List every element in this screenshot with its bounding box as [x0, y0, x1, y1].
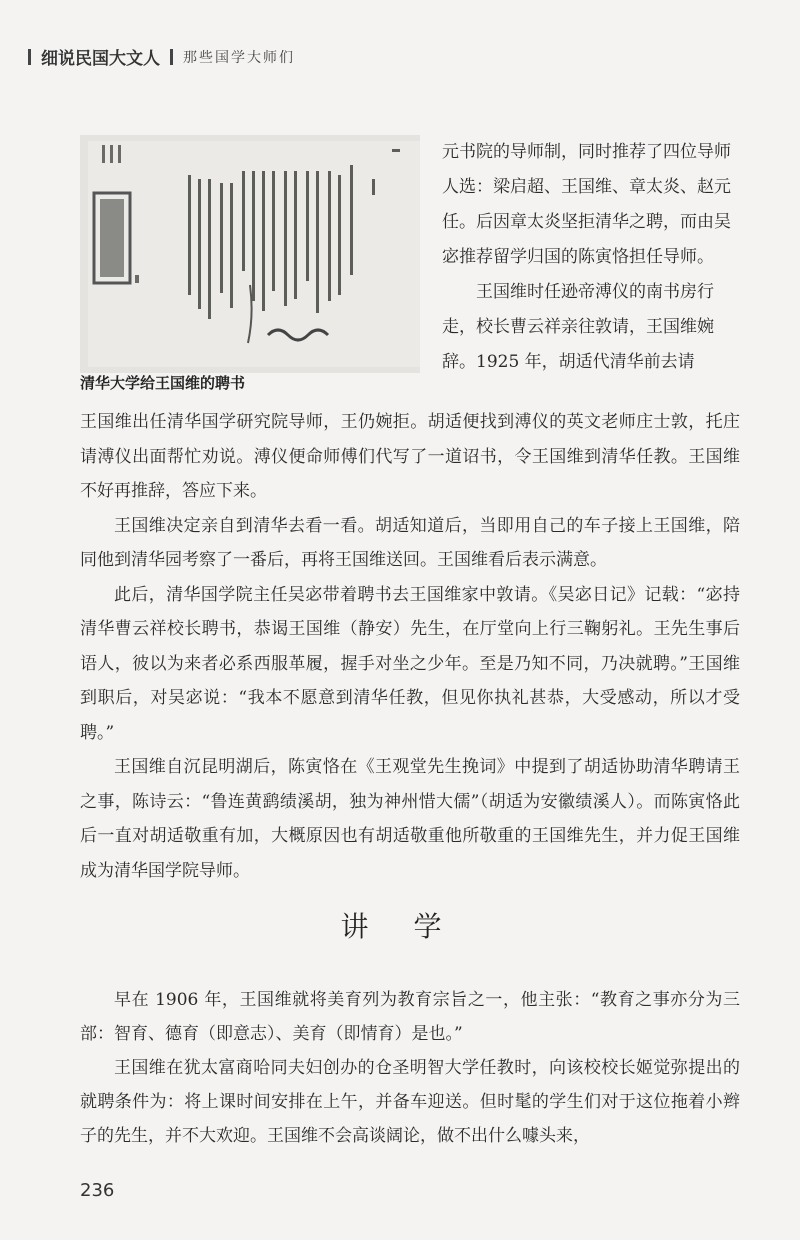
book-title: 细说民国大文人 [41, 49, 160, 69]
paragraph: 王国维决定亲自到清华去看一看。胡适知道后，当即用自己的车子接上王国维，陪同他到清华园考察了一番后，再将王国维送回。王国维看后表示满意。 [80, 515, 740, 570]
section-heading: 讲 学 [340, 910, 460, 943]
side-paragraph: 元书院的导师制，同时推荐了四位导师人选：梁启超、王国维、章太炎、赵元任。后因章太炎坚拒清华之聘，而由吴宓推荐留学归国的陈寅恪担任导师。 [442, 142, 731, 267]
paragraph: 此后，清华国学院主任吴宓带着聘书去王国维家中敦请。《吴宓日记》记载：“宓持清华曹云祥校长聘书，恭谒王国维（静安）先生，在厅堂向上行三鞠躬礼。王先生事后语人，彼以为来者必系西服革履，握手对坐之少年。至是乃知不同，乃决就聘。”王国维到职后，对吴宓说：“我本不愿意到清华任教，但见你执礼甚恭，大受感动，所以才受聘。” [80, 584, 740, 743]
paragraph: 王国维自沉昆明湖后，陈寅恪在《王观堂先生挽词》中提到了胡适协助清华聘请王之事，陈诗云：“鲁连黄鹞绩溪胡，独为神州惜大儒”（胡适为安徽绩溪人）。而陈寅恪此后一直对胡适敬重有加，大概原因也有胡适敬重他所敬重的王国维先生，并力促王国维成为清华国学院导师。 [80, 757, 740, 881]
series-title: 那些国学大师们 [183, 49, 295, 66]
side-paragraph: 王国维时任逊帝溥仪的南书房行走，校长曹云祥亲往敦请，王国维婉辞。1925 年，胡适代清华前去请 [442, 282, 714, 372]
letter-scan-image [80, 135, 420, 373]
running-header [18, 44, 295, 69]
paragraph: 王国维在犹太富商哈同夫妇创办的仓圣明智大学任教时，向该校校长姬觉弥提出的就聘条件为：将上课时间安排在上午，并备车迎送。但时髦的学生们对于这位拖着小辫子的先生，并不大欢迎。王国维不会高谈阔论，做不出什么噱头来， [80, 1058, 740, 1146]
header-divider [28, 49, 31, 65]
paragraph: 早在 1906 年，王国维就将美育列为教育宗旨之一，他主张：“教育之事亦分为三部：智育、德育（即意志）、美育（即情育）是也。” [80, 990, 740, 1044]
section-text [80, 983, 740, 1153]
figure-caption: 清华大学给王国维的聘书 [80, 374, 246, 392]
main-text [80, 405, 740, 888]
header-divider [170, 49, 173, 65]
appointment-letter-photo [80, 135, 420, 373]
page-number: 236 [80, 1180, 115, 1201]
paragraph: 王国维出任清华国学研究院导师，王仍婉拒。胡适便找到溥仪的英文老师庄士敦，托庄请溥仪出面帮忙劝说。溥仪便命师傅们代写了一道诏书，令王国维到清华任教。王国维不好再推辞，答应下来。 [80, 412, 740, 501]
side-column [442, 135, 742, 380]
